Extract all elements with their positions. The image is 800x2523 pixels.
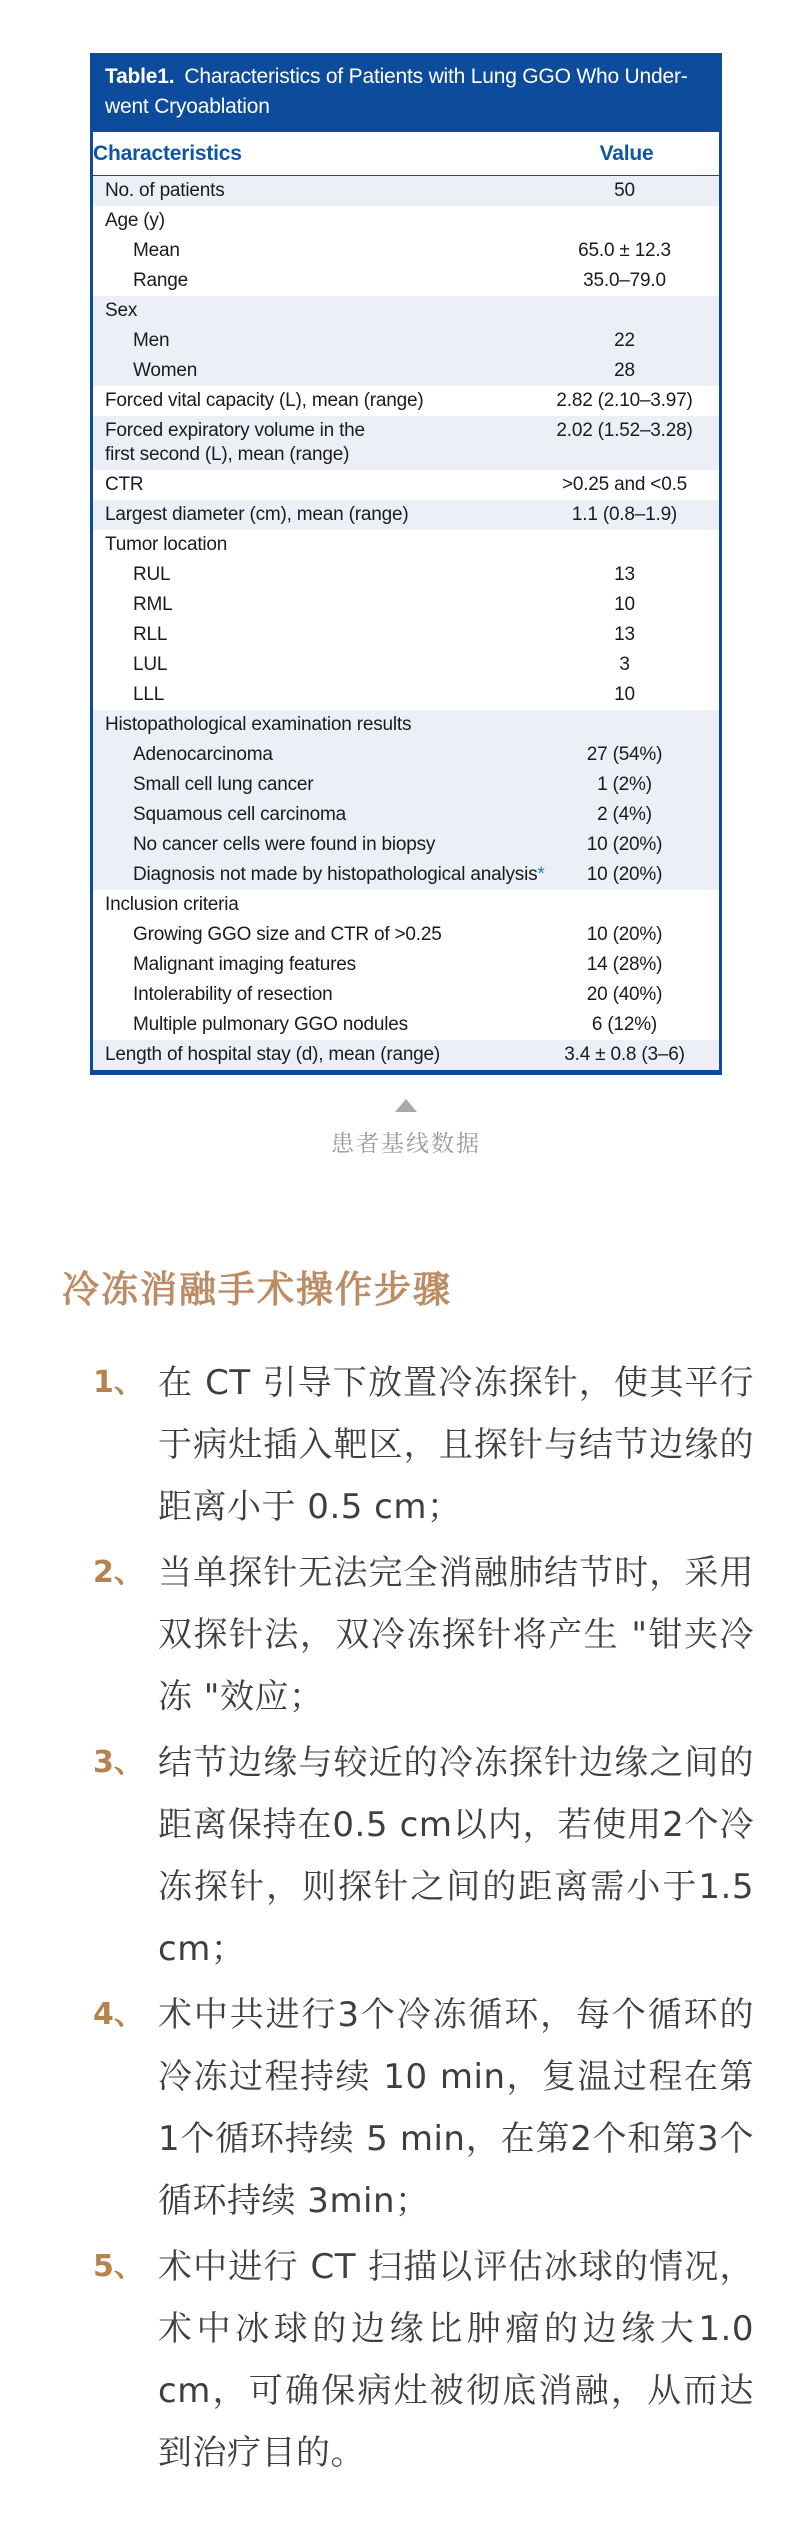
table-header-row — [93, 132, 719, 176]
row-label: Intolerability of resection — [133, 984, 333, 1005]
table-title-text: Characteristics of Patients with Lung GGO Who Under- — [184, 65, 688, 88]
row-label: RML — [133, 594, 173, 615]
row-value: 27 (54%) — [534, 740, 719, 770]
row-value: 35.0–79.0 — [583, 270, 666, 291]
row-label: Malignant imaging features — [133, 954, 356, 975]
step-list — [93, 1352, 800, 2484]
step-text: 术中共进行3个冷冻循环，每个循环的冷冻过程持续 10 min，复温过程在第1个循环持续 5 min，在第2个和第3个循环持续 3min； — [158, 1995, 754, 2221]
row-label: Mean — [133, 240, 180, 261]
step-number: 4、 — [93, 1997, 144, 2032]
caption-text: 患者基线数据 — [331, 1131, 481, 1157]
step-text: 术中进行 CT 扫描以评估冰球的情况，术中冰球的边缘比肿瘤的边缘大1.0 cm，可确保病灶被彻底消融，从而达到治疗目的。 — [158, 2247, 754, 2473]
table-row — [93, 860, 719, 890]
table-row — [93, 206, 719, 236]
row-label: Growing GGO size and CTR of >0.25 — [133, 924, 442, 945]
row-value: 10 — [614, 594, 635, 615]
triangle-up-icon — [395, 1099, 417, 1112]
row-label: Inclusion criteria — [105, 894, 239, 915]
row-label: Forced expiratory volume in the first second (L), mean (range) — [93, 416, 534, 470]
table-row — [93, 710, 719, 740]
table-caption — [90, 1099, 722, 1158]
row-label: Sex — [93, 296, 534, 326]
row-label: Length of hospital stay (d), mean (range) — [93, 1040, 534, 1070]
table-row — [93, 470, 719, 500]
row-label: LLL — [133, 684, 165, 705]
table-grid — [93, 132, 719, 1070]
row-value — [534, 296, 719, 326]
step-text: 在 CT 引导下放置冷冻探针，使其平行于病灶插入靶区，且探针与结节边缘的距离小于 0.5 cm； — [158, 1363, 754, 1527]
row-label: RUL — [133, 564, 171, 585]
table-row — [93, 830, 719, 860]
row-value: 22 — [534, 326, 719, 356]
row-value: 20 (40%) — [586, 984, 663, 1005]
footnote-asterisk: * — [537, 864, 545, 885]
row-value: 3.4 ± 0.8 (3–6) — [534, 1040, 719, 1070]
table-title-line1 — [105, 62, 707, 92]
table-row — [93, 740, 719, 770]
row-value: 1 (2%) — [534, 770, 719, 800]
table-row — [93, 1010, 719, 1040]
table-title-line2: went Cryoablation — [105, 95, 270, 118]
row-value: 10 (20%) — [586, 924, 663, 945]
row-value: 1.1 (0.8–1.9) — [534, 500, 719, 530]
table-row — [93, 236, 719, 266]
row-label: Largest diameter (cm), mean (range) — [93, 500, 534, 530]
table-row — [93, 416, 719, 470]
step-item — [93, 1542, 800, 1728]
step-number: 1、 — [93, 1365, 144, 1400]
table-row — [93, 296, 719, 326]
row-label: Range — [133, 270, 188, 291]
row-label: Tumor location — [105, 534, 228, 555]
table-row — [93, 650, 719, 680]
row-value: 10 (20%) — [534, 830, 719, 860]
table-title-number: Table1. — [105, 65, 175, 88]
row-value: >0.25 and <0.5 — [561, 474, 688, 495]
row-value: 28 — [534, 356, 719, 386]
row-label: Diagnosis not made by histopathological analysis* — [93, 860, 534, 890]
row-value — [534, 890, 719, 920]
table-row — [93, 770, 719, 800]
table-row — [93, 950, 719, 980]
step-item — [93, 1984, 800, 2232]
table-row — [93, 800, 719, 830]
row-label: RLL — [133, 624, 168, 645]
table-row — [93, 176, 719, 207]
table-row — [93, 326, 719, 356]
step-number: 5、 — [93, 2249, 144, 2284]
row-label: Women — [93, 356, 534, 386]
table-row — [93, 980, 719, 1010]
row-value: 2.82 (2.10–3.97) — [556, 390, 693, 411]
step-item — [93, 2236, 800, 2484]
row-label: Small cell lung cancer — [93, 770, 534, 800]
table-row — [93, 1040, 719, 1070]
table-row — [93, 920, 719, 950]
row-label: Men — [93, 326, 534, 356]
column-header-value: Value — [534, 132, 719, 176]
row-value: 65.0 ± 12.3 — [578, 240, 671, 261]
row-label: No cancer cells were found in biopsy — [93, 830, 534, 860]
table-row — [93, 530, 719, 560]
table-row — [93, 680, 719, 710]
row-label: No. of patients — [93, 176, 534, 207]
step-text: 当单探针无法完全消融肺结节时，采用双探针法，双冷冻探针将产生 "钳夹冷冻 "效应； — [158, 1553, 754, 1717]
table-row — [93, 590, 719, 620]
row-value: 2 (4%) — [534, 800, 719, 830]
row-label: Multiple pulmonary GGO nodules — [133, 1014, 408, 1035]
step-number: 2、 — [93, 1555, 144, 1590]
table-row — [93, 890, 719, 920]
step-item — [93, 1352, 800, 1538]
table-row — [93, 560, 719, 590]
patient-characteristics-table — [90, 53, 722, 1075]
row-value: 13 — [614, 624, 635, 645]
row-label: Histopathological examination results — [93, 710, 534, 740]
row-label: Squamous cell carcinoma — [93, 800, 534, 830]
table-title — [93, 53, 719, 132]
row-value: 3 — [619, 654, 630, 675]
row-label: Adenocarcinoma — [93, 740, 534, 770]
table-row — [93, 386, 719, 416]
table-row — [93, 356, 719, 386]
row-value: 50 — [534, 176, 719, 207]
column-header-characteristics: Characteristics — [93, 132, 534, 176]
row-value: 10 — [614, 684, 635, 705]
row-value — [534, 710, 719, 740]
row-value: 2.02 (1.52–3.28) — [534, 416, 719, 470]
row-value: 13 — [614, 564, 635, 585]
table-row — [93, 620, 719, 650]
step-number: 3、 — [93, 1745, 144, 1780]
row-value: 10 (20%) — [534, 860, 719, 890]
row-label: Forced vital capacity (L), mean (range) — [105, 390, 424, 411]
row-label: CTR — [105, 474, 144, 495]
row-label: LUL — [133, 654, 168, 675]
row-value: 6 (12%) — [591, 1014, 658, 1035]
row-value — [534, 530, 719, 560]
step-text: 结节边缘与较近的冷冻探针边缘之间的距离保持在0.5 cm以内，若使用2个冷冻探针，则探针之间的距离需小于1.5 cm； — [158, 1743, 754, 1969]
section-heading: 冷冻消融手术操作步骤 — [62, 1267, 452, 1311]
table-body — [93, 132, 719, 1070]
table-row — [93, 266, 719, 296]
row-value: 14 (28%) — [586, 954, 663, 975]
row-value — [534, 206, 719, 236]
step-item — [93, 1732, 800, 1980]
row-label: Age (y) — [105, 210, 165, 231]
table-row — [93, 500, 719, 530]
